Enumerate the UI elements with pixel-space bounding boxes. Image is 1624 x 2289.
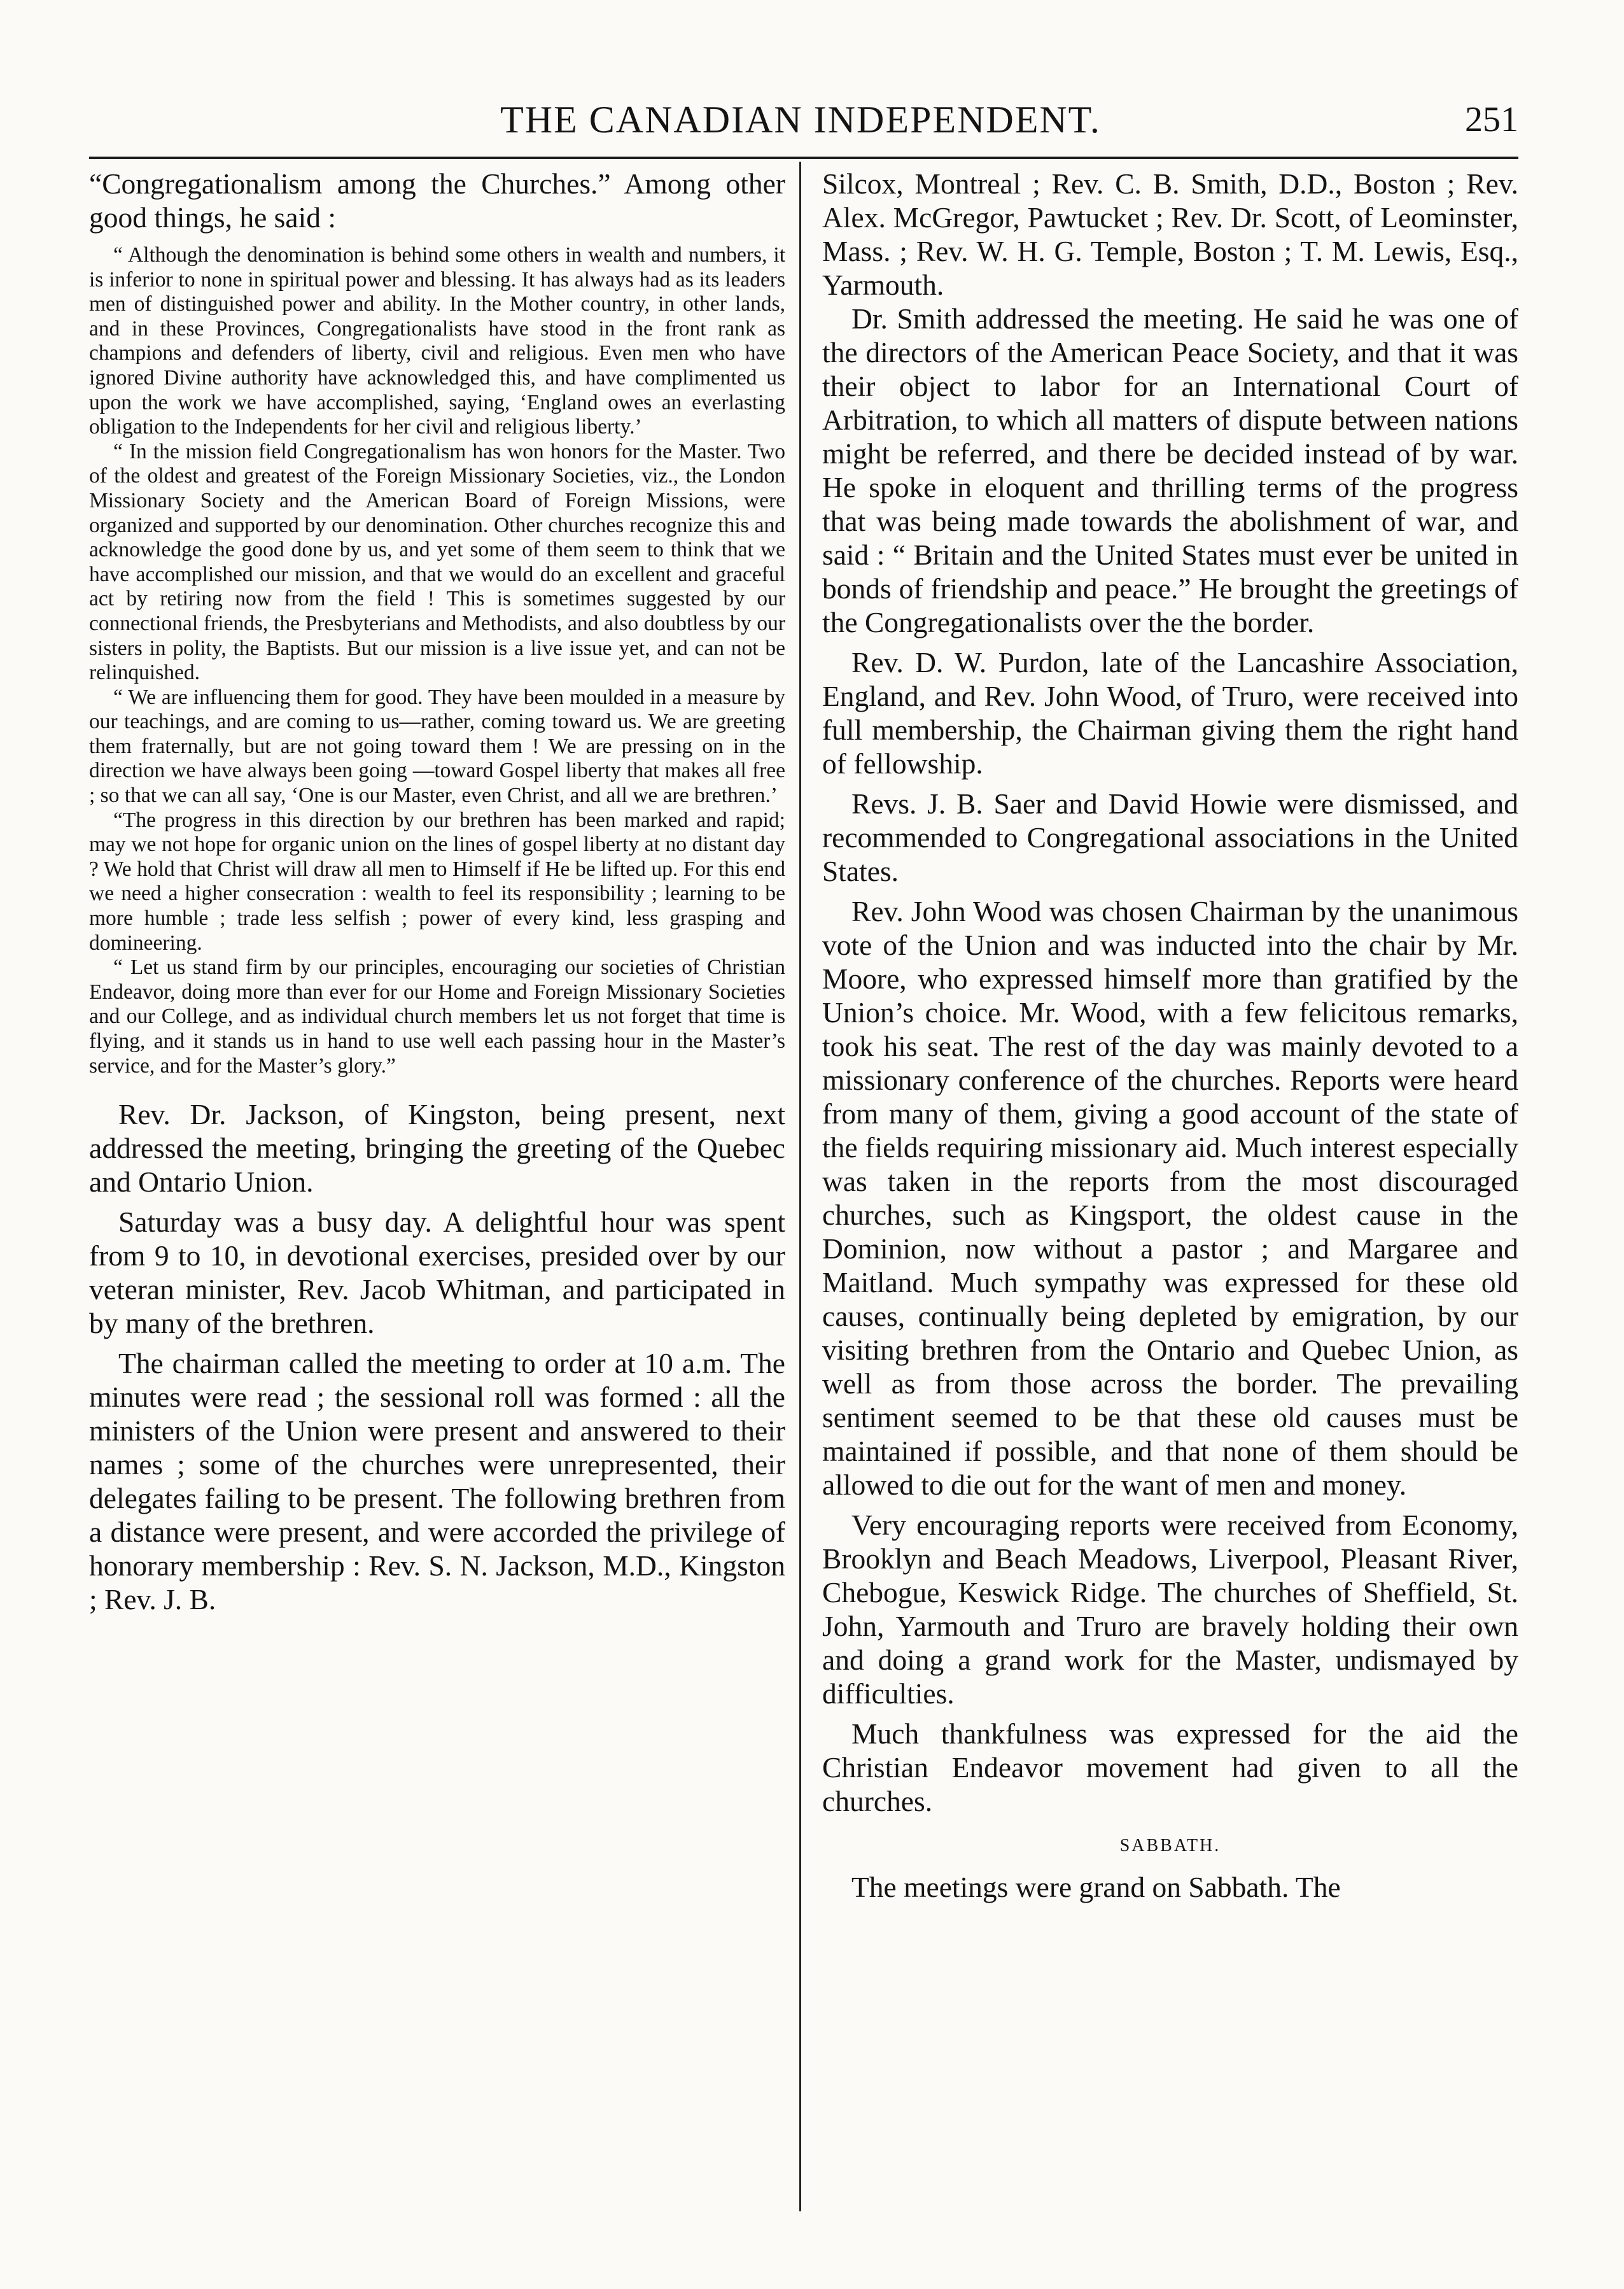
- column-divider: [799, 162, 801, 2211]
- body-paragraph: Rev. John Wood was chosen Chairman by the unanimous vote of the Union and was inducted into the chair by Mr. Moore, who expressed himself more than gratified by the Union’s choice. Mr. Wood, with a few felicitous remarks, took his seat. The rest of the day was mainly devoted to a missionary conference of the churches. Reports were heard from many of them, giving a good account of the state of the fields requiring missionary aid. Much interest especially was taken in the reports from the most discouraged churches, such as Kingsport, the oldest cause in the Dominion, now without a pastor ; and Margaree and Maitland. Much sympathy was expressed for these old causes, continually being depleted by emigration, by our visiting brethren from the Ontario and Quebec Union, as well as from those across the border. The prevailing sentiment seemed to be that these old causes must be maintained if possible, and that none of them should be allowed to die out for the want of men and money.: [822, 895, 1518, 1501]
- quote-paragraph: “The progress in this direction by our brethren has been marked and rapid; may we not hope for organic union on the lines of gospel liberty at no distant day ? We hold that Christ will draw all men to Himself if He be lifted up. For this end we need a higher consecration : wealth to feel its responsibility ; learning to be more humble ; trade less selfish ; power of every kind, less grasping and domineering.: [89, 808, 785, 955]
- journal-title: THE CANADIAN INDEPENDENT.: [500, 99, 1101, 141]
- page-header: [83, 94, 1518, 145]
- body-paragraph: Saturday was a busy day. A delightful hour was spent from 9 to 10, in devotional exercises, presided over by our veteran minister, Rev. Jacob Whitman, and participated in by many of the brethren.: [89, 1206, 785, 1340]
- quote-paragraph: “ Let us stand firm by our principles, encouraging our societies of Christian Endeavor, doing more than ever for our Home and Foreign Missionary Societies and our College, and as individual church members let us not forget that time is flying, and it stands us in hand to use well each passing hour in the Master’s service, and for the Master’s glory.”: [89, 955, 785, 1078]
- body-paragraph: Much thankfulness was expressed for the aid the Christian Endeavor movement had given to all the churches.: [822, 1717, 1518, 1817]
- quote-paragraph: “ Although the denomination is behind some others in wealth and numbers, it is inferior to none in spiritual power and blessing. It has always had as its leaders men of distinguished power and ability. In the Mother country, in other lands, and in these Provinces, Congregationalists have stood in the front rank as champions and defenders of liberty, civil and religious. Even men who have ignored Divine authority have acknowledged this, and have complimented us upon the work we have accomplished, saying, ‘England owes an everlasting obligation to the Independents for her civil and religious liberty.’: [89, 243, 785, 439]
- body-paragraph: Rev. D. W. Purdon, late of the Lancashire Association, England, and Rev. John Wood, of Truro, were received into full membership, the Chairman giving them the right hand of fellowship.: [822, 646, 1518, 780]
- right-column: [822, 167, 1518, 2229]
- body-paragraph: Rev. Dr. Jackson, of Kingston, being present, next addressed the meeting, bringing the greeting of the Quebec and Ontario Union.: [89, 1098, 785, 1199]
- body-paragraph: Revs. J. B. Saer and David Howie were dismissed, and recommended to Congregational associations in the United States.: [822, 787, 1518, 887]
- section-heading: SABBATH.: [1119, 1836, 1221, 1856]
- quote-paragraph: “ We are influencing them for good. They have been moulded in a measure by our teachings, and are coming to us—rather, coming toward us. We are greeting them fraternally, but are not going toward them ! We are pressing on in the direction we have always been going —toward Gospel liberty that makes all free ; so that we can all say, ‘One is our Master, even Christ, and all we are brethren.’: [89, 685, 785, 808]
- quote-paragraph: “ In the mission field Congregationalism has won honors for the Master. Two of the oldest and greatest of the Foreign Missionary Societies, viz., the London Missionary Society and the American Board of Foreign Missions, were organized and supported by our denomination. Other churches recognize this and acknowledge the good done by us, and yet some of them seem to think that we have accomplished our mission, and that we would do an excellent and graceful act by retiring now from the field ! This is sometimes suggested by our connectional friends, the Presbyterians and Methodists, and also doubtless by our sisters in polity, the Baptists. But our mission is a live issue yet, and can not be relinquished.: [89, 439, 785, 685]
- body-paragraph: Silcox, Montreal ; Rev. C. B. Smith, D.D., Boston ; Rev. Alex. McGregor, Pawtucket ; Rev. Dr. Scott, of Leominster, Mass. ; Rev. W. H. G. Temple, Boston ; T. M. Lewis, Esq., Yarmouth.: [822, 167, 1518, 301]
- left-column: [89, 167, 785, 2229]
- quoted-address: [89, 243, 785, 1078]
- header-rule: [89, 157, 1518, 159]
- body-paragraph: Dr. Smith addressed the meeting. He said he was one of the directors of the American Peace Society, and that it was their object to labor for an International Court of Arbitration, to which all matters of dispute between nations might be referred, and there be decided instead of by war. He spoke in eloquent and thrilling terms of the progress that was being made towards the abolishment of war, and said : “ Britain and the United States must ever be united in bonds of friendship and peace.” He brought the greetings of the Congregationalists over the the border.: [822, 302, 1518, 638]
- page-number: 251: [1465, 100, 1518, 139]
- body-paragraph: Very encouraging reports were received from Economy, Brooklyn and Beach Meadows, Liverpool, Pleasant River, Chebogue, Keswick Ridge. The churches of Sheffield, St. John, Yarmouth and Truro are bravely holding their own and doing a grand work for the Master, undismayed by difficulties.: [822, 1509, 1518, 1710]
- body-paragraph: The chairman called the meeting to order at 10 a.m. The minutes were read ; the sessional roll was formed : all the ministers of the Union were present and answered to their names ; some of the churches were unrepresented, their delegates failing to be present. The following brethren from a distance were present, and were accorded the privilege of honorary membership : Rev. S. N. Jackson, M.D., Kingston ; Rev. J. B.: [89, 1347, 785, 1616]
- body-paragraph: The meetings were grand on Sabbath. The: [851, 1871, 1341, 1903]
- intro-paragraph: “Congregationalism among the Churches.” Among other good things, he said :: [89, 167, 785, 234]
